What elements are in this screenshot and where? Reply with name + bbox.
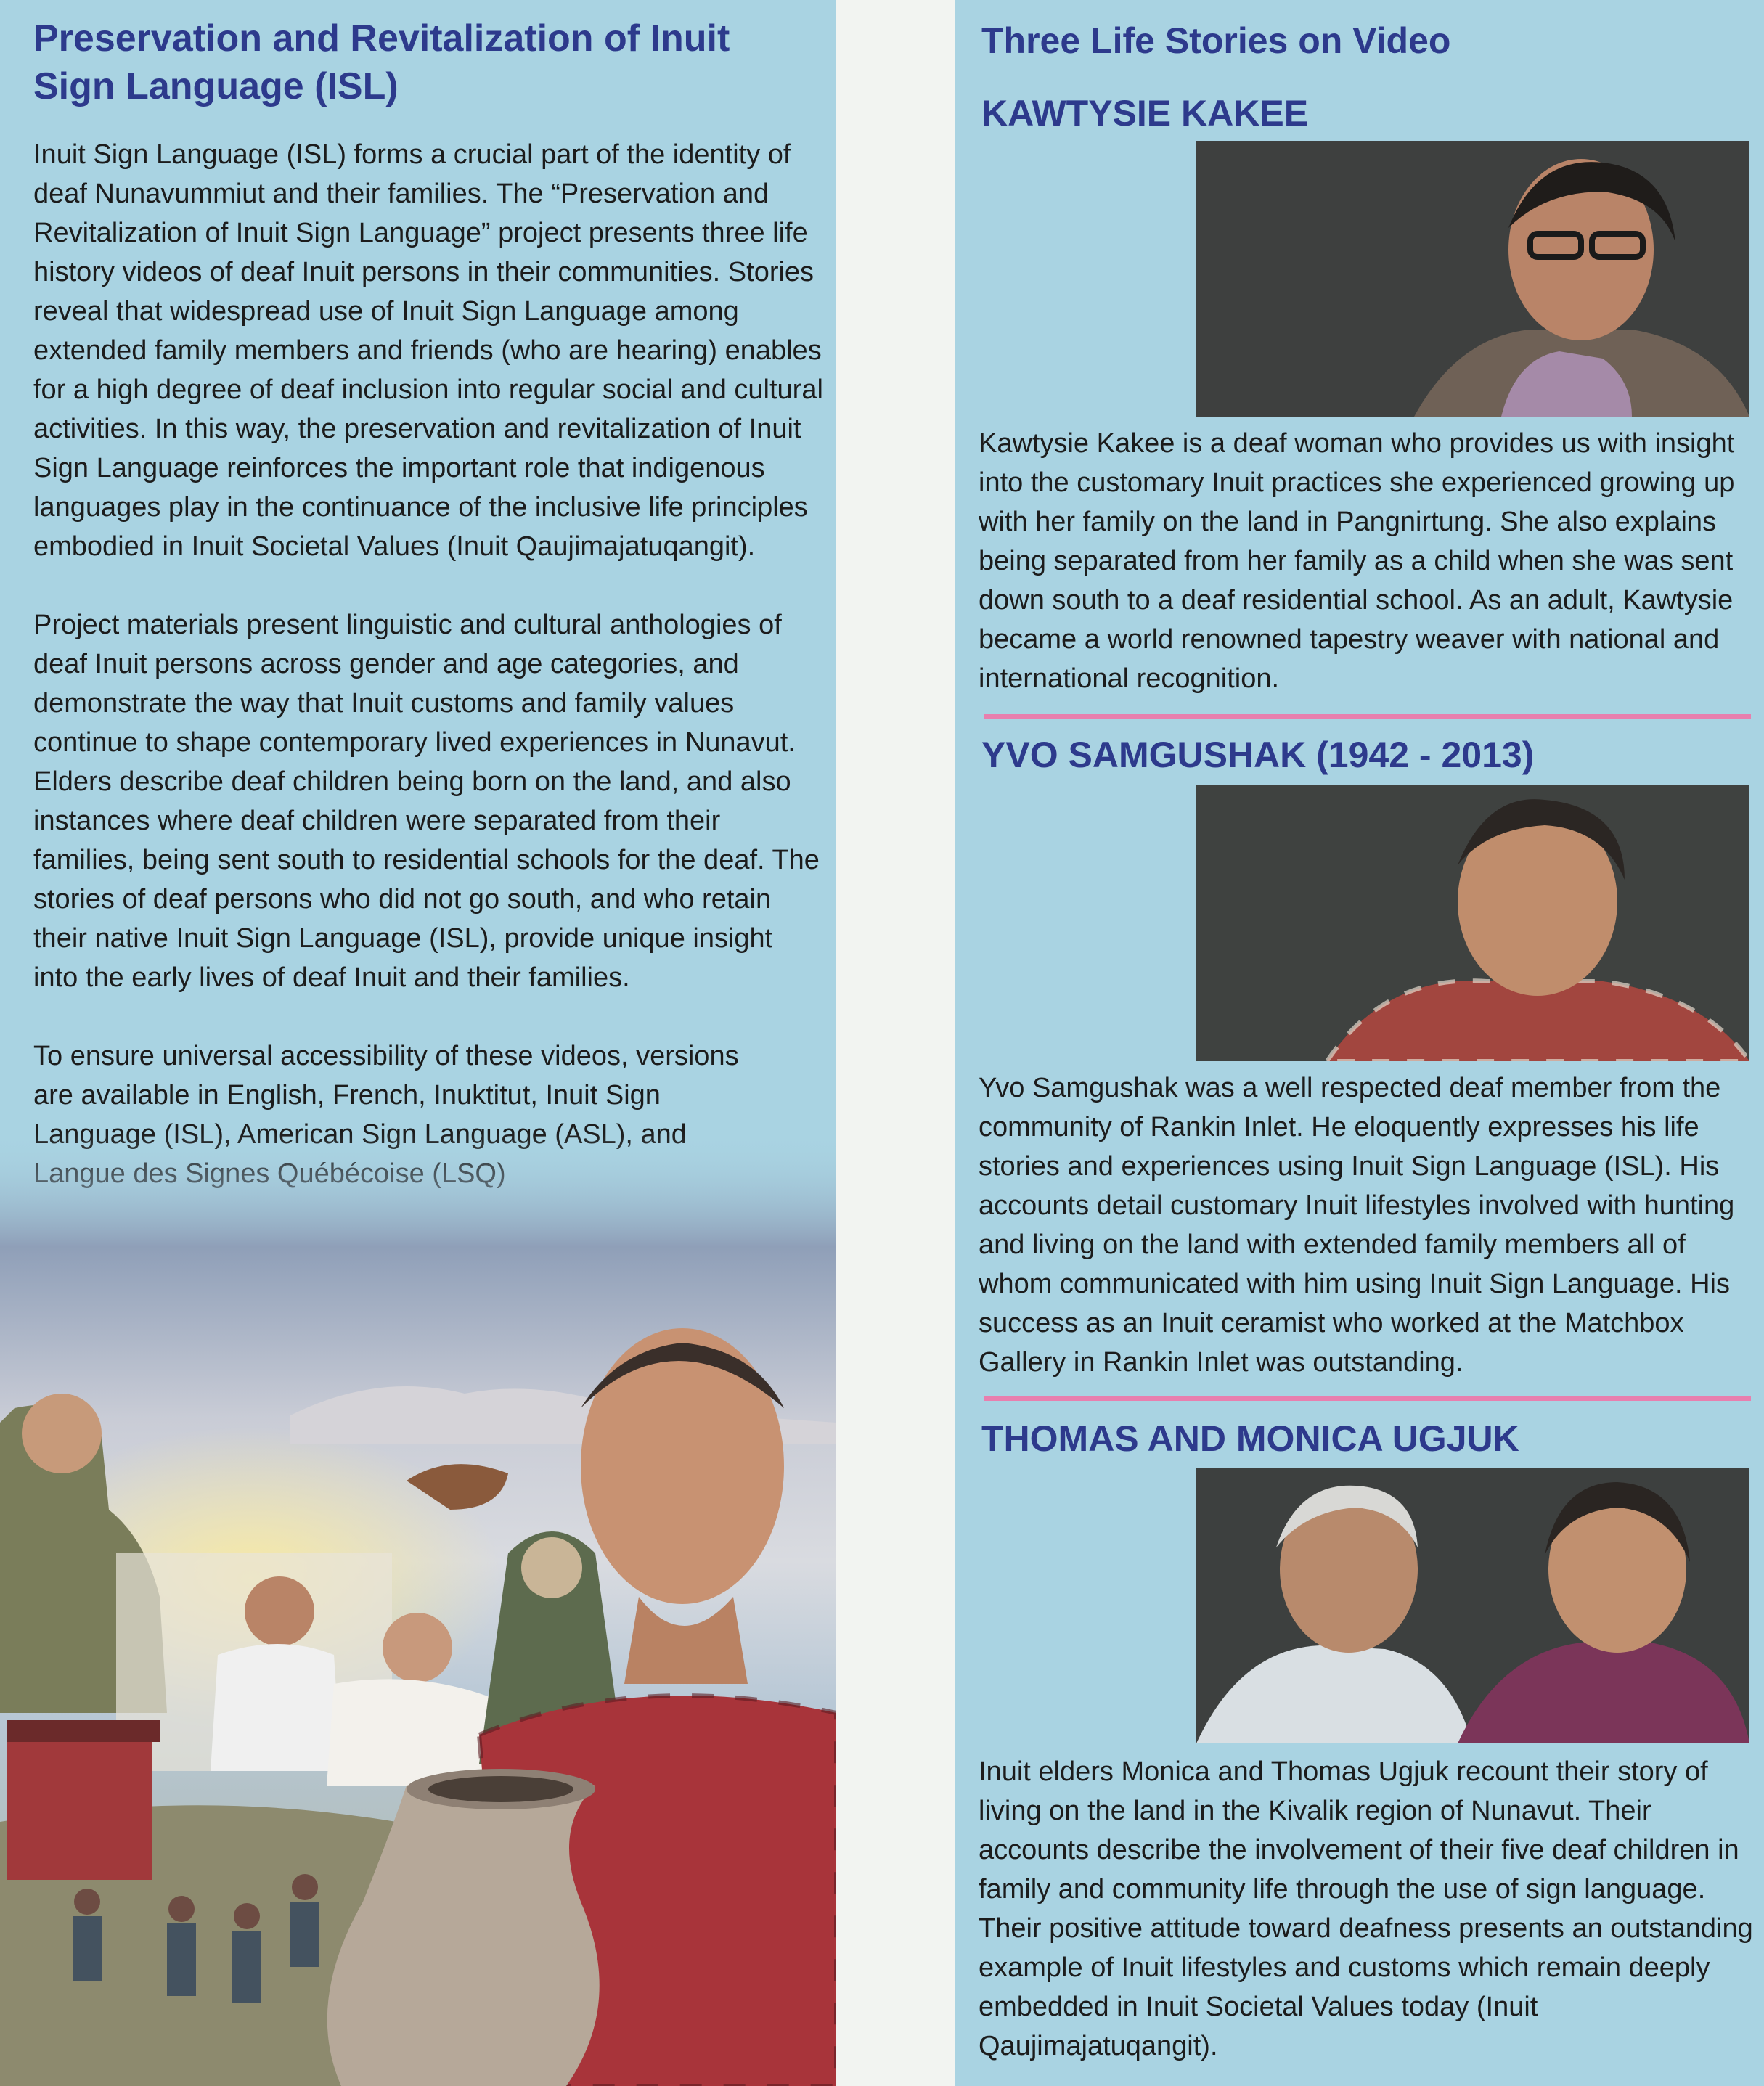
story-2-name: YVO SAMGUSHAK (1942 - 2013) (981, 735, 1535, 775)
intro-text (33, 135, 825, 1232)
intro-paragraph-3: To ensure universal accessibility of these videos, versions are available in English, French, Inuktitut, Inuit Sign (33, 1041, 739, 1111)
story-1-text: Kawtysie Kakee is a deaf woman who provides us with insight into the customary Inuit practices she experienced growing up with her family on the land in Pangnirtung. She also explains being separated from her family as a child when she was sent down south to a deaf residential school. As an adult, Kawtysie became a world renowned tapestry weaver with national and international recognition. (979, 428, 1735, 694)
portrait-thomas-and-monica-ugjuk (1196, 1468, 1749, 1743)
story-1-name: KAWTYSIE KAKEE (981, 93, 1309, 134)
stories-title: Three Life Stories on Video (981, 20, 1451, 61)
story-3-name: THOMAS AND MONICA UGJUK (981, 1418, 1519, 1459)
divider-1 (984, 714, 1751, 719)
story-3-text: Inuit elders Monica and Thomas Ugjuk recount their story of living on the land in the Kivalik region of Nunavut. Their accounts describe the involvement of their five deaf children in family and community life through the use of sign language. Their positive attitude toward deafness presents an outstanding example of Inuit lifestyles and customs which remain deeply embedded in Inuit Societal Values today (Inuit Qaujimajatuqangit). (979, 1756, 1753, 2061)
page-title: Preservation and Revitalization of Inuit Sign Language (ISL) (33, 17, 730, 107)
intro-paragraph-2: Project materials present linguistic and cultural anthologies of deaf Inuit persons across gender and age categories, and demonstrate the way that Inuit customs and family values continue to shape contemporary lived experiences in Nunavut. Elders describe deaf children being born on the land, and also instances where deaf children were separated from their families, being sent south to residential schools for the deaf. The stories of deaf persons who did not go south, and who retain their native Inuit Sign Language (ISL), provide unique insight into the early lives of deaf Inuit and their families. (33, 610, 820, 993)
portrait-kawtysie-kakee (1196, 141, 1749, 417)
intro-paragraph-1: Inuit Sign Language (ISL) forms a crucial part of the identity of deaf Nunavummiut and their families. The “Preservation and Revitalization of Inuit Sign Language” project presents three life history videos of deaf Inuit persons in their communities. Stories reveal that widespread use of Inuit Sign Language among extended family members and friends (who are hearing) enables for a high degree of deaf inclusion into regular social and cultural activities. In this way, the preservation and revitalization of Inuit Sign Language reinforces the important role that indigenous languages play in the continuance of the inclusive life principles embodied in Inuit Societal Values (Inuit Qaujimajatuqangit). (33, 139, 823, 562)
divider-2 (984, 1396, 1751, 1401)
story-2-text: Yvo Samgushak was a well respected deaf member from the community of Rankin Inlet. He eloquently expresses his life stories and experiences using Inuit Sign Language (ISL). His accounts detail customary Inuit lifestyles involved with hunting and living on the land with extended family members all of whom communicated with him using Inuit Sign Language. His success as an Inuit ceramist who worked at the Matchbox Gallery in Rankin Inlet was outstanding. (979, 1073, 1735, 1378)
portrait-yvo-samgushak (1196, 785, 1749, 1061)
community-illustration (0, 1132, 836, 2086)
fold-gap (836, 0, 955, 2086)
